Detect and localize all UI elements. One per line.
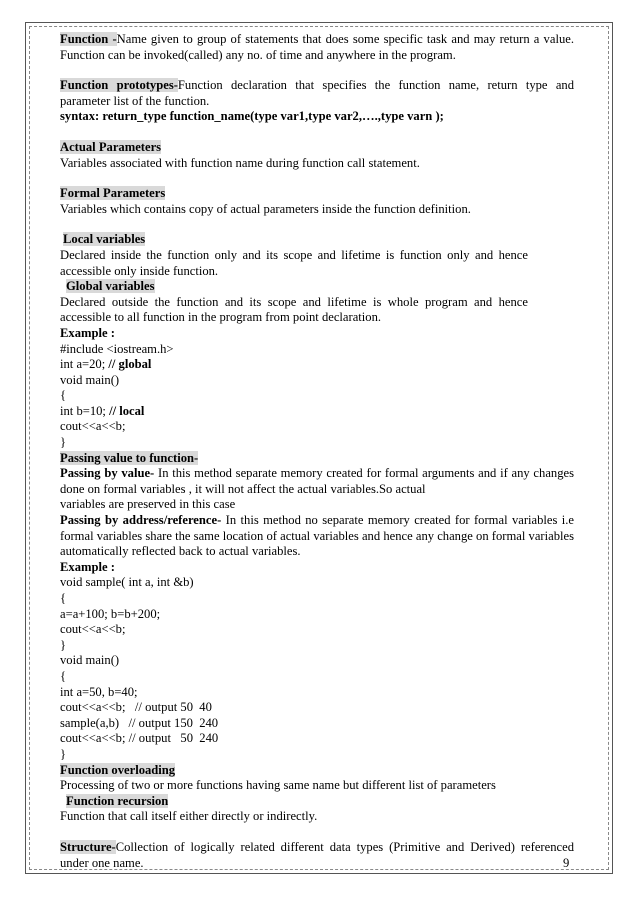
global-vars-heading: Global variables xyxy=(66,279,155,294)
code-line: void sample( int a, int &b) xyxy=(60,575,194,590)
by-ref-text: In this method no separate memory created for formal variables i.e formal variables share the same location of actual variables and hence any change on formal variables automatically reflected back to actual variables. xyxy=(60,513,575,559)
example2-label: Example : xyxy=(60,559,115,574)
document-body xyxy=(60,32,574,871)
actual-params-heading: Actual Parameters xyxy=(60,139,162,154)
code-open-brace: { xyxy=(60,388,67,403)
recursion-text: Function that call itself either directly or indirectly. xyxy=(60,809,318,824)
code-line: sample(a,b) // output 150 240 xyxy=(60,715,219,730)
function-term: Function - xyxy=(60,32,117,46)
code-line: cout<<a<<b; // output 50 40 xyxy=(60,700,212,715)
by-value-text: In this method separate memory created for formal arguments and if any changes done on formal variables , it will not affect the actual variables.So actual xyxy=(60,466,574,496)
code-line: int a=50, b=40; xyxy=(60,684,138,699)
code-include: #include <iostream.h> xyxy=(60,341,174,356)
overloading-heading: Function overloading xyxy=(60,762,176,777)
by-value-para xyxy=(60,466,574,497)
code-line: void main() xyxy=(60,653,120,668)
code-line: a=a+100; b=b+200; xyxy=(60,606,161,621)
code-global-comment: // global xyxy=(108,357,152,372)
local-vars-text: Declared inside the function only and its scope and lifetime is function only and hence accessible only inside function. xyxy=(60,247,528,278)
code-local-line xyxy=(60,404,574,420)
code-local-comment: // local xyxy=(109,403,145,418)
function-definition xyxy=(60,32,574,63)
example1-label: Example : xyxy=(60,325,115,340)
code-close-brace: } xyxy=(60,435,67,450)
overloading-text: Processing of two or more functions having same name but different list of parameters xyxy=(60,778,496,793)
page-number: 9 xyxy=(563,856,570,870)
code-global-line xyxy=(60,357,574,373)
structure-definition xyxy=(60,840,574,871)
recursion-heading: Function recursion xyxy=(66,793,169,808)
by-value-text2: variables are preserved in this case xyxy=(60,497,236,512)
prototypes-term: Function prototypes- xyxy=(60,78,178,93)
prototypes-definition xyxy=(60,78,574,109)
structure-text: Collection of logically related different data types (Primitive and Derived) referenced under one name. xyxy=(60,839,574,870)
by-ref-para xyxy=(60,513,574,560)
prototypes-syntax: syntax: return_type function_name(type var1,type var2,….,type varn ); xyxy=(60,109,444,124)
code-line: cout<<a<<b; // output 50 240 xyxy=(60,731,219,746)
passing-heading: Passing value to function- xyxy=(60,450,199,465)
code-line: } xyxy=(60,746,67,761)
structure-term: Structure- xyxy=(60,839,116,854)
example2-code xyxy=(60,575,574,762)
code-cout: cout<<a<<b; xyxy=(60,419,126,434)
actual-params-text: Variables associated with function name during function call statement. xyxy=(60,155,420,170)
code-main-sig: void main() xyxy=(60,372,120,387)
code-line: } xyxy=(60,637,67,652)
code-line: { xyxy=(60,668,67,683)
code-local: int b=10; xyxy=(60,403,106,418)
by-ref-term: Passing by address/reference- xyxy=(60,513,222,528)
code-global: int a=20; xyxy=(60,357,106,372)
function-text: Name given to group of statements that does some specific task and may return a value. Function can be invoked(called) any no. of time and anywhere in the program. xyxy=(60,32,574,62)
formal-params-heading: Formal Parameters xyxy=(60,186,166,201)
global-vars-text: Declared outside the function and its scope and lifetime is whole program and hence accessible to all function in the program from point declaration. xyxy=(60,294,528,325)
code-line: cout<<a<<b; xyxy=(60,622,126,637)
local-vars-heading: Local variables xyxy=(63,232,146,247)
prototypes-text: Function declaration that specifies the function name, return type and parameter list of the function. xyxy=(60,78,574,108)
by-value-term: Passing by value- xyxy=(60,466,155,481)
code-line: { xyxy=(60,591,67,605)
formal-params-text: Variables which contains copy of actual parameters inside the function definition. xyxy=(60,201,471,216)
